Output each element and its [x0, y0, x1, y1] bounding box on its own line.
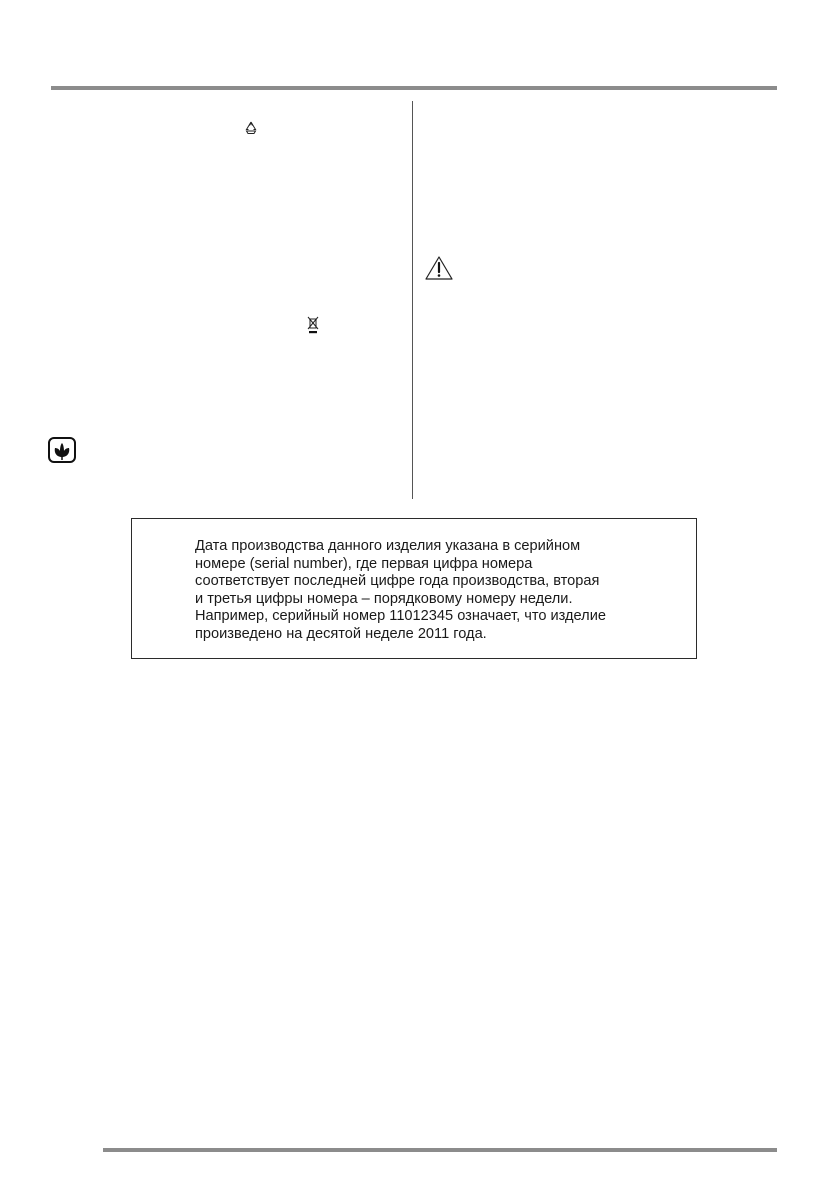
notice-line: и третья цифры номера – порядковому номеру недели. — [195, 590, 573, 607]
recycle-icon — [243, 120, 259, 136]
column-divider — [412, 101, 413, 499]
notice-line: Дата производства данного изделия указана в серийном — [195, 538, 581, 554]
notice-line: Например, серийный номер 11012345 означает, что изделие — [195, 608, 606, 625]
top-rule — [51, 86, 777, 90]
bottom-rule — [103, 1148, 777, 1152]
notice-line: номере (serial number), где первая цифра номера — [195, 555, 533, 572]
manufacture-date-notice — [131, 518, 697, 659]
notice-line: произведено на десятой неделе 2011 года. — [195, 625, 487, 642]
warning-triangle-icon — [424, 255, 454, 281]
notice-line: соответствует последней цифре года производства, вторая — [195, 573, 600, 590]
notice-text — [195, 538, 685, 644]
environment-protection-icon — [48, 437, 76, 463]
crossed-bin-icon — [307, 316, 319, 334]
